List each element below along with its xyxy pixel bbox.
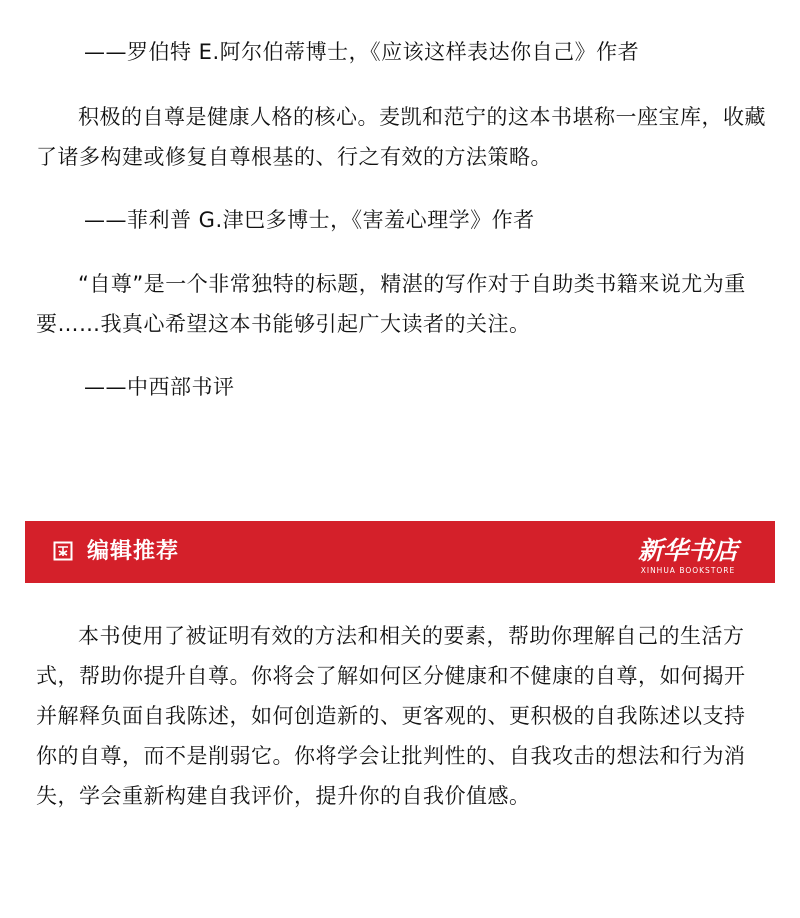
section-title: 编辑推荐 xyxy=(87,539,180,564)
quote-attribution: ——中西部书评 xyxy=(84,375,235,399)
book-icon xyxy=(53,541,73,561)
section-header-banner xyxy=(25,521,775,583)
xinhua-bookstore-logo xyxy=(623,529,753,577)
svg-text:XINHUA BOOKSTORE: XINHUA BOOKSTORE xyxy=(640,566,736,575)
svg-text:新华书店: 新华书店 xyxy=(637,536,739,565)
quote-attribution: ——罗伯特 E.阿尔伯蒂博士，《应该这样表达你自己》作者 xyxy=(84,40,640,64)
quote-attribution: ——菲利普 G.津巴多博士，《害羞心理学》作者 xyxy=(84,208,535,232)
quote-text: “自尊”是一个非常独特的标题，精湛的写作对于自助类书籍来说尤为重要……我真心希望这本书能够引起广大读者的关注。 xyxy=(36,272,746,336)
recommendation-text: 本书使用了被证明有效的方法和相关的要素，帮助你理解自己的生活方式，帮助你提升自尊。你将会了解如何区分健康和不健康的自尊，如何揭开并解释负面自我陈述，如何创造新的、更客观的、更积极的自我陈述以支持你的自尊，而不是削弱它。你将学会让批判性的、自我攻击的想法和行为消失，学会重新构建自我评价，提升你的自我价值感。 xyxy=(36,624,746,808)
quote-text: 积极的自尊是健康人格的核心。麦凯和范宁的这本书堪称一座宝库，收藏了诸多构建或修复自尊根基的、行之有效的方法策略。 xyxy=(36,105,766,169)
